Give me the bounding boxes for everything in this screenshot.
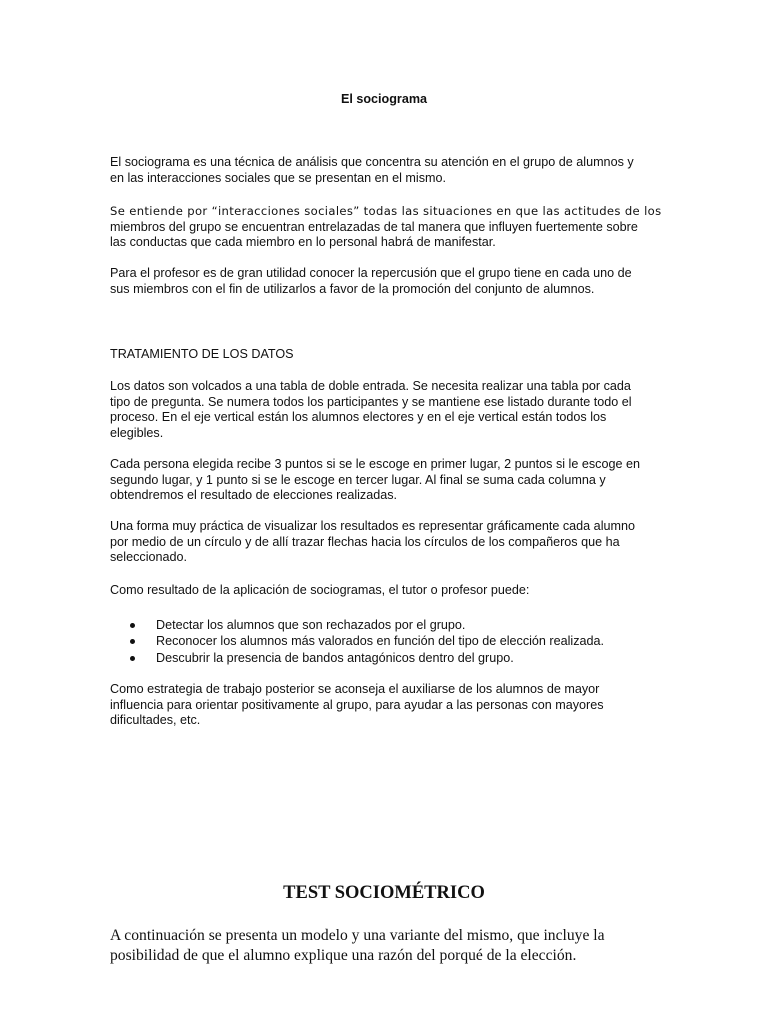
paragraph-line: proceso. En el eje vertical están los alumnos electores y en el eje vertical están todos los — [110, 410, 607, 425]
paragraph-resultado — [110, 583, 655, 599]
paragraph-line: El sociograma es una técnica de análisis que concentra su atención en el grupo de alumnos y — [110, 155, 634, 169]
paragraph-datos — [110, 379, 655, 441]
paragraph-line: las conductas que cada miembro en lo personal habrá de manifestar. — [110, 235, 496, 250]
paragraph-line: Como estrategia de trabajo posterior se aconseja el auxiliarse de los alumnos de mayor — [110, 682, 600, 696]
paragraph-line: obtendremos el resultado de elecciones realizadas. — [110, 488, 398, 503]
bullet-list — [110, 617, 670, 666]
paragraph-line: posibilidad de que el alumno explique una razón del porqué de la elección. — [110, 946, 577, 964]
paragraph-line: Una forma muy práctica de visualizar los resultados es representar gráficamente cada alumno — [110, 519, 635, 533]
paragraph-line: Se entiende por “interacciones sociales” todas las situaciones en que las actitudes de los — [110, 204, 662, 218]
bullet-item — [110, 617, 670, 633]
bullet-dot-icon — [130, 639, 135, 644]
paragraph-line: Para el profesor es de gran utilidad conocer la repercusión que el grupo tiene en cada uno de — [110, 266, 632, 280]
bullet-dot-icon — [130, 623, 135, 628]
bullet-item — [110, 650, 670, 666]
paragraph-line: sus miembros con el fin de utilizarlos a favor de la promoción del conjunto de alumnos. — [110, 281, 595, 296]
paragraph-line: influencia para orientar positivamente al grupo, para ayudar a las personas con mayores — [110, 697, 604, 712]
bullet-item — [110, 633, 670, 649]
paragraph-line: miembros del grupo se encuentran entrelazadas de tal manera que influyen fuertemente sobre — [110, 219, 638, 234]
paragraph-line: por medio de un círculo y de allí trazar flechas hacia los círculos de los compañeros que ha — [110, 534, 620, 549]
paragraph-visualizar — [110, 519, 655, 566]
paragraph-utilidad — [110, 266, 655, 297]
paragraph-line: segundo lugar, y 1 punto si se le escoge en tercer lugar. Al final se suma cada columna y — [110, 472, 606, 487]
paragraph-puntos — [110, 457, 655, 504]
paragraph-line: tipo de pregunta. Se numera todos los participantes y se mantiene ese listado durante todo el — [110, 394, 632, 409]
paragraph-intro — [110, 155, 655, 186]
paragraph-estrategia — [110, 682, 655, 729]
paragraph-line: Como resultado de la aplicación de sociogramas, el tutor o profesor puede: — [110, 583, 530, 597]
paragraph-interacciones — [110, 204, 662, 251]
paragraph-line: en las interacciones sociales que se presentan en el mismo. — [110, 170, 447, 185]
paragraph-line: Cada persona elegida recibe 3 puntos si se le escoge en primer lugar, 2 puntos si le escoge en — [110, 457, 640, 471]
document-title: El sociograma — [340, 92, 428, 106]
bullet-text: Reconocer los alumnos más valorados en función del tipo de elección realizada. — [156, 634, 605, 649]
paragraph-line: A continuación se presenta un modelo y una variante del mismo, que incluye la — [110, 927, 605, 944]
section-heading-tratamiento — [110, 347, 655, 363]
paragraph-line: elegibles. — [110, 425, 164, 440]
bullet-text: Detectar los alumnos que son rechazados por el grupo. — [156, 618, 466, 632]
paragraph-line: Los datos son volcados a una tabla de doble entrada. Se necesita realizar una tabla por cada — [110, 379, 631, 393]
test-heading: TEST SOCIOMÉTRICO — [283, 883, 485, 903]
paragraph-line: seleccionado. — [110, 550, 188, 565]
paragraph-line: dificultades, etc. — [110, 713, 201, 728]
test-intro-paragraph — [110, 926, 670, 965]
section-heading-text: TRATAMIENTO DE LOS DATOS — [110, 347, 294, 361]
bullet-dot-icon — [130, 656, 135, 661]
bullet-text: Descubrir la presencia de bandos antagónicos dentro del grupo. — [156, 650, 514, 665]
